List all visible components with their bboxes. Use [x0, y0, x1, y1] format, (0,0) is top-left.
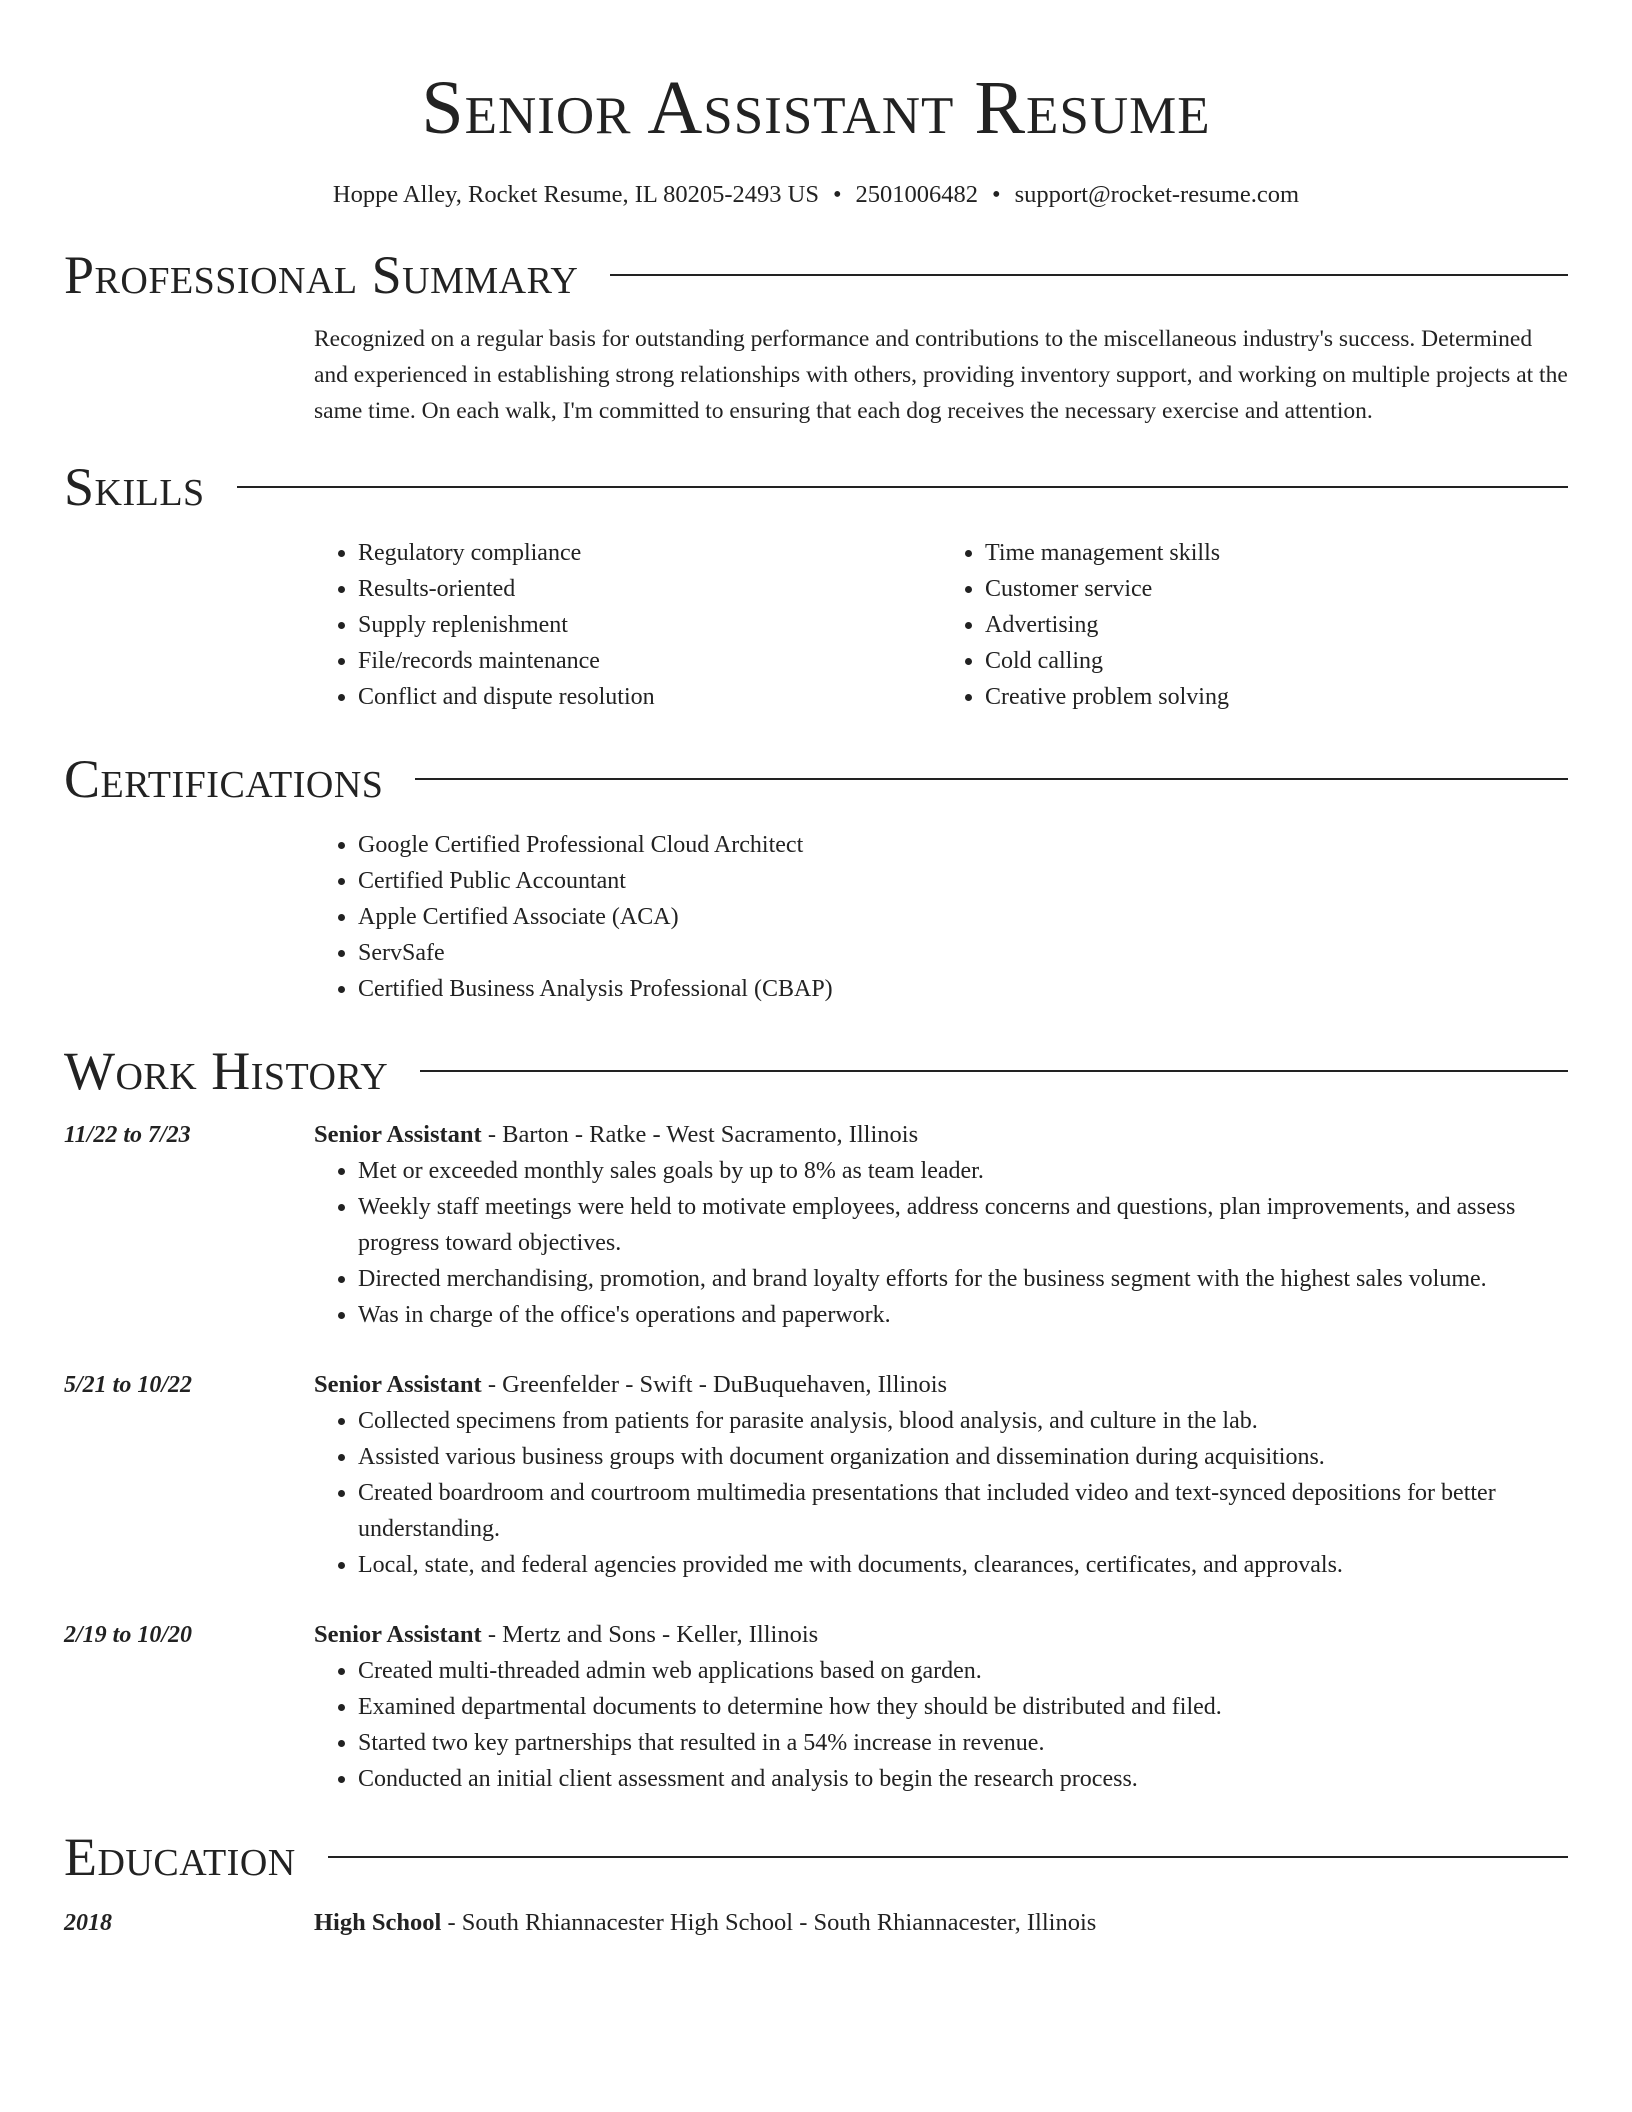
resume-title: Senior Assistant Resume — [421, 66, 1211, 150]
skill-item: • Supply replenishment — [358, 607, 941, 643]
education-school-location: - South Rhiannacester High School - South Rhiannacester, Illinois — [441, 1909, 1097, 1937]
summary-text: Recognized on a regular basis for outstanding performance and contributions to the miscellaneous industry's success. Determined and experienced in establishing strong relationships with others, providing inventory support, and working on multiple projects at the same time. On each walk, I'm committed to ensuring that each dog receives the necessary exercise and attention. — [314, 326, 1568, 425]
education-heading — [314, 1905, 1568, 1941]
certification-item: • Certified Public Accountant — [358, 863, 1568, 899]
section-divider — [420, 1070, 1568, 1072]
skill-item: • File/records maintenance — [358, 643, 941, 679]
section-divider — [328, 1856, 1568, 1858]
contact-line — [64, 180, 1568, 209]
job-bullet: • Collected specimens from patients for parasite analysis, blood analysis, and culture in the lab. — [358, 1403, 1568, 1439]
certifications-section — [64, 745, 1568, 1007]
skill-item: • Cold calling — [985, 643, 1568, 679]
skill-item: • Results-oriented — [358, 571, 941, 607]
contact-email[interactable]: support@rocket-resume.com — [1014, 181, 1300, 208]
job-employer-location: - Barton - Ratke - West Sacramento, Illinois — [481, 1121, 919, 1149]
job-bullet: • Was in charge of the office's operations and paperwork. — [358, 1297, 1568, 1333]
job-bullet: • Met or exceeded monthly sales goals by up to 8% as team leader. — [358, 1153, 1568, 1189]
education-year: 2018 — [64, 1910, 112, 1937]
section-header — [64, 745, 1568, 813]
certification-item: • Certified Business Analysis Professional (CBAP) — [358, 971, 1568, 1007]
skill-item: • Advertising — [985, 607, 1568, 643]
section-title-work-history: Work History — [64, 1041, 389, 1102]
contact-separator: • — [832, 181, 842, 208]
certification-item: • Apple Certified Associate (ACA) — [358, 899, 1568, 935]
job-dates: 11/22 to 7/23 — [64, 1122, 191, 1149]
job-bullet: • Directed merchandising, promotion, and brand loyalty efforts for the business segment with the highest sales volume. — [358, 1261, 1568, 1297]
job-bullet: • Created multi-threaded admin web applications based on garden. — [358, 1653, 1568, 1689]
job-bullet: • Local, state, and federal agencies provided me with documents, clearances, certificates, and approvals. — [358, 1547, 1568, 1583]
section-header — [64, 1823, 1568, 1891]
job-bullet: • Assisted various business groups with document organization and dissemination during acquisitions. — [358, 1439, 1568, 1475]
skills-section — [64, 453, 1568, 715]
section-header — [64, 1037, 1568, 1105]
work-history-section — [64, 1037, 1568, 1797]
section-title-certifications: Certifications — [64, 749, 384, 810]
job-entry — [64, 1617, 1568, 1797]
skill-item: • Conflict and dispute resolution — [358, 679, 941, 715]
job-entry — [64, 1117, 1568, 1333]
job-role: Senior Assistant — [314, 1621, 482, 1649]
contact-separator: • — [992, 181, 1001, 208]
job-dates: 2/19 to 10/20 — [64, 1622, 193, 1649]
contact-phone: 2501006482 — [855, 181, 979, 208]
skill-item: • Creative problem solving — [985, 679, 1568, 715]
job-bullet: • Conducted an initial client assessment and analysis to begin the research process. — [358, 1761, 1568, 1797]
job-heading — [314, 1117, 1568, 1153]
job-bullet-list — [314, 1403, 1568, 1583]
job-heading — [314, 1617, 1568, 1653]
job-bullet-list — [314, 1153, 1568, 1333]
job-employer-location: - Greenfelder - Swift - DuBuquehaven, Illinois — [481, 1371, 948, 1399]
education-section — [64, 1823, 1568, 1941]
section-header — [64, 241, 1568, 309]
job-bullet: • Started two key partnerships that resulted in a 54% increase in revenue. — [358, 1725, 1568, 1761]
skills-list-left — [314, 535, 941, 715]
job-entry — [64, 1367, 1568, 1583]
skill-item: • Regulatory compliance — [358, 535, 941, 571]
section-divider — [237, 486, 1568, 488]
skill-item: • Time management skills — [985, 535, 1568, 571]
section-header — [64, 453, 1568, 521]
job-role: Senior Assistant — [314, 1121, 482, 1149]
skill-item: • Customer service — [985, 571, 1568, 607]
job-bullet: • Examined departmental documents to determine how they should be distributed and filed. — [358, 1689, 1568, 1725]
job-bullet: • Created boardroom and courtroom multimedia presentations that included video and text-synced depositions for better understanding. — [358, 1475, 1568, 1547]
skills-list-right — [941, 535, 1568, 715]
section-title-education: Education — [64, 1827, 296, 1888]
section-divider — [610, 274, 1568, 276]
section-title-summary: Professional Summary — [64, 245, 579, 306]
job-bullet-list — [314, 1653, 1568, 1797]
resume-header — [64, 66, 1568, 209]
summary-section — [64, 241, 1568, 429]
section-divider — [415, 778, 1568, 780]
job-bullet: • Weekly staff meetings were held to motivate employees, address concerns and questions, plan improvements, and assess progress toward objectives. — [358, 1189, 1568, 1261]
skills-grid — [314, 535, 1568, 715]
education-entry — [64, 1905, 1568, 1941]
contact-address: Hoppe Alley, Rocket Resume, IL 80205-2493 US — [332, 181, 819, 208]
job-employer-location: - Mertz and Sons - Keller, Illinois — [481, 1621, 819, 1649]
certification-item: • ServSafe — [358, 935, 1568, 971]
certification-item: • Google Certified Professional Cloud Architect — [358, 827, 1568, 863]
job-dates: 5/21 to 10/22 — [64, 1372, 193, 1399]
section-title-skills: Skills — [64, 457, 205, 518]
job-heading — [314, 1367, 1568, 1403]
certifications-list — [314, 827, 1568, 1007]
job-role: Senior Assistant — [314, 1371, 482, 1399]
education-degree: High School — [314, 1909, 442, 1937]
